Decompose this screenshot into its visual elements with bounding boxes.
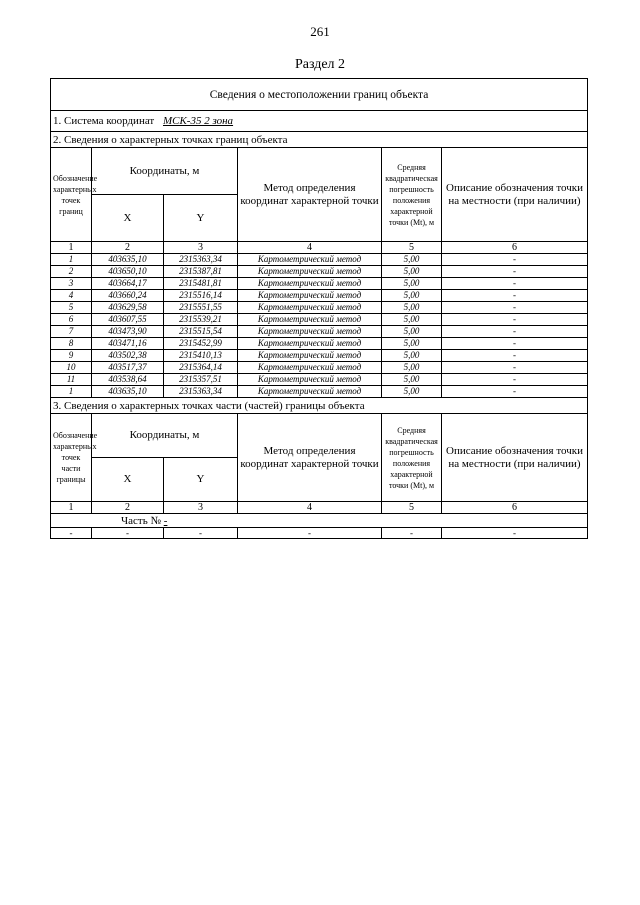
coordinates-header: Координаты, м (92, 148, 238, 195)
point-row (51, 386, 588, 398)
point-row (51, 374, 588, 386)
mt-value: 5,00 (382, 254, 442, 266)
y-coordinate: 2315387,81 (164, 266, 238, 278)
y-coordinate: 2315516,14 (164, 290, 238, 302)
point-number: 1 (51, 386, 92, 398)
method-cell: Картометрический метод (238, 290, 382, 302)
method-cell: Картометрический метод (238, 362, 382, 374)
points-body (51, 254, 588, 398)
x-coordinate: 403471,16 (92, 338, 164, 350)
description-cell: - (442, 266, 588, 278)
column-number: 1 (51, 242, 92, 254)
empty-part-row (51, 528, 588, 539)
mt-value: 5,00 (382, 350, 442, 362)
y-coordinate: 2315452,99 (164, 338, 238, 350)
x-header: X (92, 195, 164, 242)
part-coordinates-header: Координаты, м (92, 414, 238, 458)
method-cell: Картометрический метод (238, 278, 382, 290)
x-coordinate: 403660,24 (92, 290, 164, 302)
x-coordinate: 403473,90 (92, 326, 164, 338)
part-column-numbers-row (51, 502, 588, 514)
empty-cell: - (442, 528, 588, 539)
method-cell: Картометрический метод (238, 266, 382, 278)
point-row (51, 326, 588, 338)
empty-cell: - (51, 528, 92, 539)
part-method-header: Метод определения координат характерной точки (238, 414, 382, 502)
description-cell: - (442, 350, 588, 362)
y-header: Y (164, 195, 238, 242)
column-number: 5 (382, 242, 442, 254)
point-number: 11 (51, 374, 92, 386)
description-cell: - (442, 254, 588, 266)
section3-title: 3. Сведения о характерных точках части (частей) границы объекта (51, 398, 588, 414)
x-coordinate: 403607,55 (92, 314, 164, 326)
y-coordinate: 2315551,55 (164, 302, 238, 314)
method-cell: Картометрический метод (238, 314, 382, 326)
description-cell: - (442, 338, 588, 350)
mt-value: 5,00 (382, 314, 442, 326)
point-number: 6 (51, 314, 92, 326)
point-number: 2 (51, 266, 92, 278)
method-cell: Картометрический метод (238, 302, 382, 314)
mt-value: 5,00 (382, 374, 442, 386)
y-coordinate: 2315357,51 (164, 374, 238, 386)
y-coordinate: 2315363,34 (164, 254, 238, 266)
point-number: 10 (51, 362, 92, 374)
mt-value: 5,00 (382, 326, 442, 338)
part-y-header: Y (164, 458, 238, 502)
y-coordinate: 2315410,13 (164, 350, 238, 362)
column-number: 3 (164, 502, 238, 514)
x-coordinate: 403629,58 (92, 302, 164, 314)
empty-cell: - (382, 528, 442, 539)
part-error-header: Средняя квадратическая погрешность положения характерной точки (Mt), м (382, 414, 442, 502)
x-coordinate: 403664,17 (92, 278, 164, 290)
method-cell: Картометрический метод (238, 386, 382, 398)
description-cell: - (442, 326, 588, 338)
x-coordinate: 403650,10 (92, 266, 164, 278)
description-cell: - (442, 374, 588, 386)
x-coordinate: 403635,10 (92, 254, 164, 266)
coord-system-label: 1. Система координат (53, 115, 155, 127)
section-title: Раздел 2 (294, 57, 346, 72)
method-cell: Картометрический метод (238, 254, 382, 266)
description-header: Описание обозначения точки на местности (при наличии) (442, 148, 588, 242)
part-label-cell (51, 514, 588, 528)
boundary-table (50, 78, 588, 539)
point-row (51, 290, 588, 302)
column-numbers-row (51, 242, 588, 254)
column-number: 6 (442, 502, 588, 514)
point-row (51, 302, 588, 314)
empty-cell: - (92, 528, 164, 539)
part-label: Часть № (121, 514, 161, 527)
column-number: 4 (238, 502, 382, 514)
x-coordinate: 403635,10 (92, 386, 164, 398)
point-row (51, 314, 588, 326)
method-header: Метод определения координат характерной точки (238, 148, 382, 242)
point-row (51, 266, 588, 278)
method-cell: Картометрический метод (238, 338, 382, 350)
page-number: 261 (310, 24, 330, 39)
mt-value: 5,00 (382, 278, 442, 290)
point-number: 5 (51, 302, 92, 314)
point-number: 3 (51, 278, 92, 290)
description-cell: - (442, 302, 588, 314)
method-cell: Картометрический метод (238, 374, 382, 386)
y-coordinate: 2315515,54 (164, 326, 238, 338)
column-number: 5 (382, 502, 442, 514)
part-description-header: Описание обозначения точки на местности (при наличии) (442, 414, 588, 502)
part-designation-header: Обозначение характерных точек части границы (51, 414, 92, 502)
part-row (51, 514, 588, 528)
column-number: 4 (238, 242, 382, 254)
table-caption: Сведения о местоположении границ объекта (51, 79, 588, 111)
empty-cell: - (164, 528, 238, 539)
empty-cell: - (238, 528, 382, 539)
point-number: 4 (51, 290, 92, 302)
column-number: 1 (51, 502, 92, 514)
coord-system-value: МСК-35 2 зона (162, 115, 234, 127)
point-row (51, 362, 588, 374)
point-row (51, 278, 588, 290)
section2-title: 2. Сведения о характерных точках границ объекта (51, 132, 588, 148)
mt-value: 5,00 (382, 338, 442, 350)
mt-value: 5,00 (382, 266, 442, 278)
point-number: 7 (51, 326, 92, 338)
description-cell: - (442, 386, 588, 398)
mt-value: 5,00 (382, 386, 442, 398)
point-number: 1 (51, 254, 92, 266)
description-cell: - (442, 278, 588, 290)
column-number: 3 (164, 242, 238, 254)
y-coordinate: 2315364,14 (164, 362, 238, 374)
y-coordinate: 2315363,34 (164, 386, 238, 398)
point-row (51, 338, 588, 350)
boundary-document (50, 78, 587, 539)
x-coordinate: 403502,38 (92, 350, 164, 362)
part-value: - (163, 514, 168, 527)
column-number: 2 (92, 242, 164, 254)
description-cell: - (442, 314, 588, 326)
point-number: 9 (51, 350, 92, 362)
method-cell: Картометрический метод (238, 326, 382, 338)
point-row (51, 254, 588, 266)
description-cell: - (442, 290, 588, 302)
x-coordinate: 403517,37 (92, 362, 164, 374)
method-cell: Картометрический метод (238, 350, 382, 362)
x-coordinate: 403538,64 (92, 374, 164, 386)
coord-system-row (51, 111, 588, 132)
point-number: 8 (51, 338, 92, 350)
designation-header: Обозначение характерных точек границ (51, 148, 92, 242)
mt-value: 5,00 (382, 362, 442, 374)
column-number: 2 (92, 502, 164, 514)
column-number: 6 (442, 242, 588, 254)
y-coordinate: 2315539,21 (164, 314, 238, 326)
mt-value: 5,00 (382, 302, 442, 314)
mt-value: 5,00 (382, 290, 442, 302)
part-x-header: X (92, 458, 164, 502)
point-row (51, 350, 588, 362)
y-coordinate: 2315481,81 (164, 278, 238, 290)
error-header: Средняя квадратическая погрешность положения характерной точки (Mt), м (382, 148, 442, 242)
description-cell: - (442, 362, 588, 374)
